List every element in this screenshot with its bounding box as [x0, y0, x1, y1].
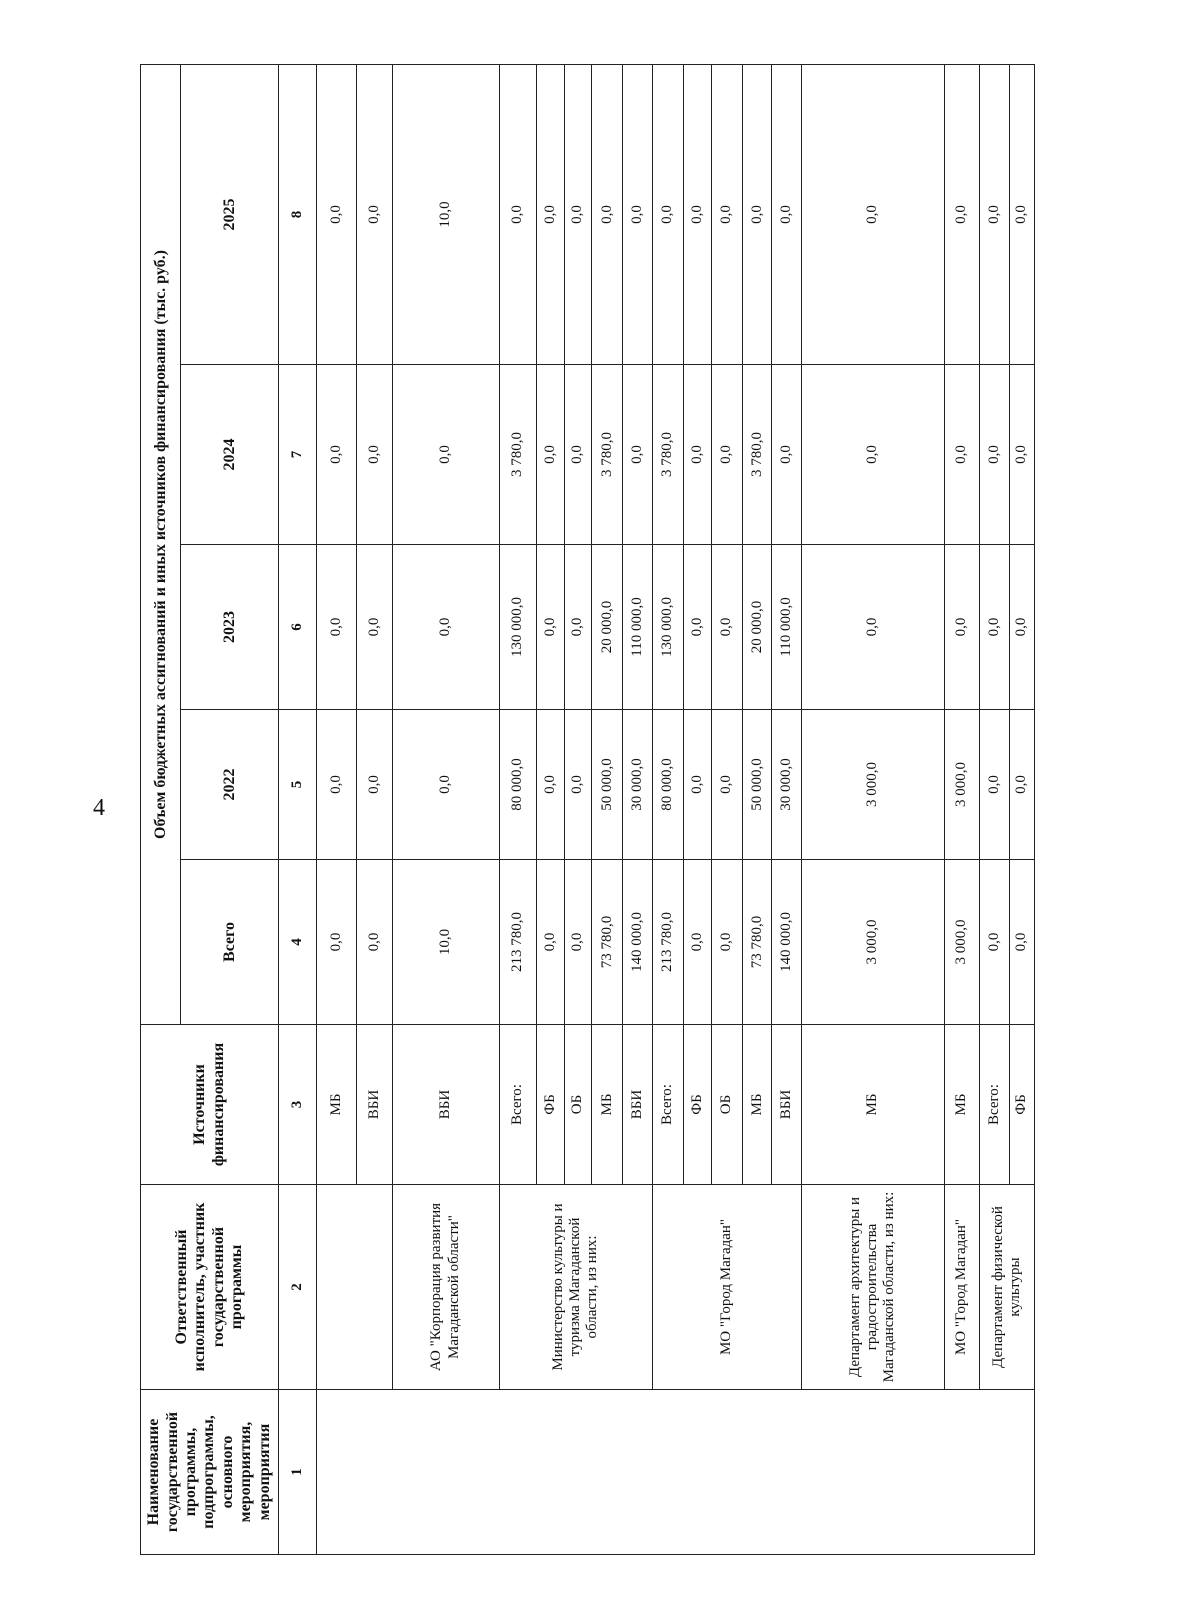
value-cell: 0,0 [537, 64, 564, 364]
value-cell: 30 000,0 [623, 710, 652, 860]
value-cell: 140 000,0 [623, 860, 652, 1025]
value-cell: 20 000,0 [591, 545, 622, 710]
source-cell: МБ [944, 1025, 980, 1185]
value-cell: 73 780,0 [591, 860, 622, 1025]
value-cell: 3 000,0 [944, 860, 980, 1025]
source-cell: МБ [317, 1025, 357, 1185]
value-cell: 0,0 [1009, 64, 1034, 364]
value-cell: 0,0 [317, 545, 357, 710]
value-cell: 0,0 [801, 365, 944, 545]
col-number: 4 [279, 860, 317, 1025]
header-source: Источники финансирования [141, 1025, 279, 1185]
value-cell: 3 000,0 [801, 710, 944, 860]
header-executor: Ответственный исполнитель, участник государственной программы [141, 1185, 279, 1390]
value-cell: 0,0 [684, 365, 711, 545]
value-cell: 140 000,0 [772, 860, 801, 1025]
value-cell: 0,0 [356, 860, 392, 1025]
source-cell: ФБ [684, 1025, 711, 1185]
value-cell: 0,0 [499, 64, 537, 364]
col-number: 7 [279, 365, 317, 545]
value-cell: 0,0 [317, 860, 357, 1025]
executor-cell: Департамент архитектуры и градостроительства Магаданской области, из них: [801, 1185, 944, 1390]
value-cell: 0,0 [1009, 860, 1034, 1025]
value-cell: 0,0 [772, 365, 801, 545]
table-row [980, 64, 1009, 1554]
source-cell: Всего: [652, 1025, 683, 1185]
value-cell: 0,0 [711, 710, 742, 860]
budget-table [140, 64, 1035, 1555]
value-cell: 0,0 [711, 64, 742, 364]
value-cell: 0,0 [537, 365, 564, 545]
source-cell: МБ [743, 1025, 772, 1185]
value-cell: 0,0 [944, 365, 980, 545]
value-cell: 0,0 [537, 545, 564, 710]
value-cell: 0,0 [711, 545, 742, 710]
value-cell: 0,0 [980, 710, 1009, 860]
table-row [944, 64, 980, 1554]
page-number: 4 [93, 795, 105, 821]
col-number: 3 [279, 1025, 317, 1185]
value-cell: 0,0 [564, 860, 591, 1025]
value-cell: 50 000,0 [743, 710, 772, 860]
executor-cell: Министерство культуры и туризма Магаданской области, из них: [499, 1185, 652, 1390]
value-cell: 0,0 [684, 860, 711, 1025]
value-cell: 3 780,0 [743, 365, 772, 545]
executor-cell: МО "Город Магадан" [652, 1185, 801, 1390]
value-cell: 110 000,0 [772, 545, 801, 710]
value-cell: 0,0 [980, 545, 1009, 710]
value-cell: 0,0 [564, 710, 591, 860]
col-number: 5 [279, 710, 317, 860]
value-cell: 213 780,0 [652, 860, 683, 1025]
value-cell: 3 000,0 [944, 710, 980, 860]
value-cell: 10,0 [392, 860, 499, 1025]
value-cell: 0,0 [564, 545, 591, 710]
value-cell: 3 780,0 [652, 365, 683, 545]
table-row [801, 64, 944, 1554]
value-cell: 110 000,0 [623, 545, 652, 710]
col-number: 6 [279, 545, 317, 710]
value-cell: 0,0 [684, 64, 711, 364]
table-row [652, 64, 683, 1554]
value-cell: 0,0 [564, 64, 591, 364]
value-cell: 0,0 [317, 365, 357, 545]
value-cell: 0,0 [356, 64, 392, 364]
table-row [392, 64, 499, 1554]
value-cell: 0,0 [652, 64, 683, 364]
value-cell: 30 000,0 [772, 710, 801, 860]
value-cell: 0,0 [317, 710, 357, 860]
value-cell: 130 000,0 [499, 545, 537, 710]
value-cell: 0,0 [944, 64, 980, 364]
source-cell: ФБ [1009, 1025, 1034, 1185]
value-cell: 0,0 [356, 710, 392, 860]
source-cell: Всего: [980, 1025, 1009, 1185]
value-cell: 130 000,0 [652, 545, 683, 710]
source-cell: ОБ [711, 1025, 742, 1185]
source-cell: ВБИ [356, 1025, 392, 1185]
executor-cell: МО "Город Магадан" [944, 1185, 980, 1390]
value-cell: 0,0 [684, 710, 711, 860]
value-cell: 0,0 [537, 860, 564, 1025]
value-cell: 10,0 [392, 64, 499, 364]
header-year-2024: 2024 [181, 365, 279, 545]
source-cell: ВБИ [772, 1025, 801, 1185]
header-program-name: Наименование государственной программы, подпрограммы, основного мероприятия, мероприятия [141, 1390, 279, 1555]
value-cell: 0,0 [392, 365, 499, 545]
value-cell: 0,0 [356, 365, 392, 545]
executor-cell [317, 1185, 393, 1390]
value-cell: 0,0 [711, 860, 742, 1025]
program-name-cell [317, 1390, 1035, 1555]
value-cell: 50 000,0 [591, 710, 622, 860]
source-cell: МБ [591, 1025, 622, 1185]
value-cell: 0,0 [944, 545, 980, 710]
value-cell: 0,0 [772, 64, 801, 364]
col-number: 1 [279, 1390, 317, 1555]
value-cell: 0,0 [392, 545, 499, 710]
value-cell: 0,0 [980, 64, 1009, 364]
value-cell: 3 780,0 [499, 365, 537, 545]
header-year-2023: 2023 [181, 545, 279, 710]
value-cell: 0,0 [1009, 710, 1034, 860]
value-cell: 0,0 [317, 64, 357, 364]
value-cell: 80 000,0 [652, 710, 683, 860]
value-cell: 20 000,0 [743, 545, 772, 710]
value-cell: 0,0 [564, 365, 591, 545]
header-year-2025: 2025 [181, 64, 279, 364]
value-cell: 0,0 [623, 365, 652, 545]
value-cell: 0,0 [392, 710, 499, 860]
source-cell: МБ [801, 1025, 944, 1185]
value-cell: 0,0 [711, 365, 742, 545]
value-cell: 213 780,0 [499, 860, 537, 1025]
source-cell: ФБ [537, 1025, 564, 1185]
table-row [317, 64, 357, 1554]
value-cell: 0,0 [537, 710, 564, 860]
value-cell: 3 000,0 [801, 860, 944, 1025]
value-cell: 0,0 [356, 545, 392, 710]
value-cell: 0,0 [801, 545, 944, 710]
source-cell: ОБ [564, 1025, 591, 1185]
source-cell: ВБИ [623, 1025, 652, 1185]
executor-cell: АО "Корпорация развития Магаданской области" [392, 1185, 499, 1390]
value-cell: 0,0 [1009, 365, 1034, 545]
col-number: 2 [279, 1185, 317, 1390]
source-cell: Всего: [499, 1025, 537, 1185]
source-cell: ВБИ [392, 1025, 499, 1185]
value-cell: 0,0 [743, 64, 772, 364]
value-cell: 0,0 [980, 860, 1009, 1025]
value-cell: 3 780,0 [591, 365, 622, 545]
value-cell: 0,0 [623, 64, 652, 364]
value-cell: 80 000,0 [499, 710, 537, 860]
header-year-2022: 2022 [181, 710, 279, 860]
value-cell: 0,0 [591, 64, 622, 364]
value-cell: 0,0 [980, 365, 1009, 545]
value-cell: 73 780,0 [743, 860, 772, 1025]
col-number: 8 [279, 64, 317, 364]
header-year-total: Всего [181, 860, 279, 1025]
table-row [499, 64, 537, 1554]
executor-cell: Департамент физической культуры [980, 1185, 1035, 1390]
rotated-page [140, 65, 1035, 1555]
value-cell: 0,0 [684, 545, 711, 710]
value-cell: 0,0 [801, 64, 944, 364]
value-cell: 0,0 [1009, 545, 1034, 710]
header-financing-group: Объем бюджетных ассигнований и иных источников финансирования (тыс. руб.) [141, 64, 181, 1024]
